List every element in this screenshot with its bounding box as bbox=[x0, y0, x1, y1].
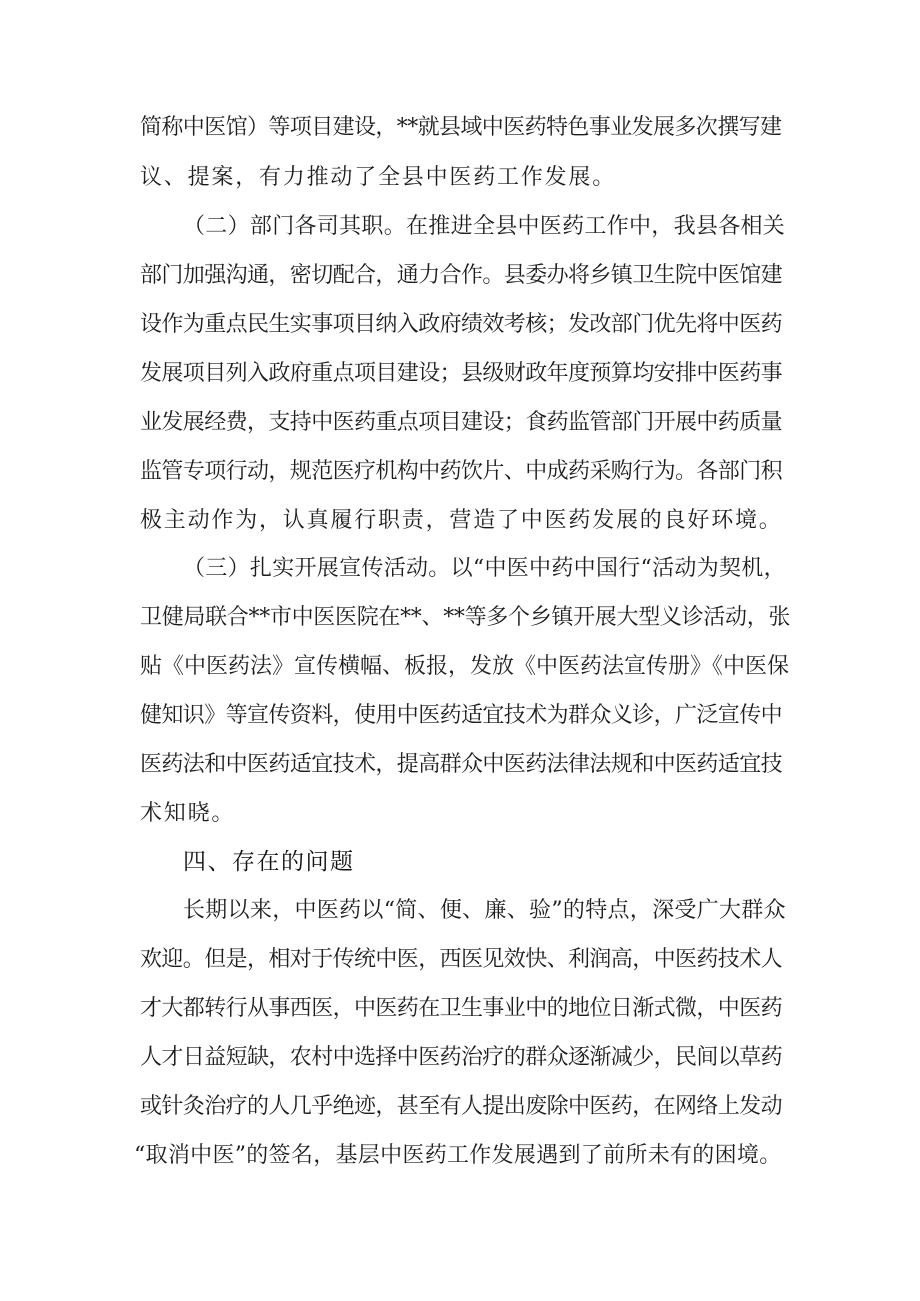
text-line: 贴《中医药法》宣传横幅、板报，发放《中医药法宣传册》《中医保 bbox=[140, 654, 790, 679]
text-line: 卫健局联合**市中医医院在**、**等多个乡镇开展大型义诊活动，张 bbox=[140, 605, 791, 630]
text-line: （二）部门各司其职。在推进全县中医药工作中，我县各相关 bbox=[183, 214, 786, 239]
text-line: 才大都转行从事西医，中医药在卫生事业中的地位日渐式微，中医药 bbox=[140, 996, 783, 1021]
text-line: 欢迎。但是，相对于传统中医，西医见效快、利润高，中医药技术人 bbox=[140, 947, 783, 972]
text-line: 发展项目列入政府重点项目建设；县级财政年度预算均安排中医药事 bbox=[140, 361, 783, 386]
text-line: 人才日益短缺，农村中选择中医药治疗的群众逐渐减少，民间以草药 bbox=[140, 1045, 783, 1070]
text-line: 简称中医馆）等项目建设，**就县域中医药特色事业发展多次撰写建 bbox=[140, 115, 782, 140]
text-line: 设作为重点民生实事项目纳入政府绩效考核；发改部门优先将中医药 bbox=[140, 312, 783, 337]
text-line: （三）扎实开展宣传活动。以“中医中药中国行“活动为契机， bbox=[183, 556, 786, 581]
text-line: 议、提案，有力推动了全县中医药工作发展。 bbox=[140, 165, 617, 190]
text-line: “取消中医”的签名，基层中医药工作发展遇到了前所未有的困境。 bbox=[134, 1143, 782, 1168]
text-line: 极主动作为，认真履行职责，营造了中医药发展的良好环境。 bbox=[140, 508, 783, 533]
text-line: 业发展经费，支持中医药重点项目建设；食药监管部门开展中药质量 bbox=[140, 410, 783, 435]
text-line: 或针灸治疗的人几乎绝迹，甚至有人提出废除中医药，在网络上发动 bbox=[140, 1094, 783, 1119]
text-line: 医药法和中医药适宜技术，提高群众中医药法律法规和中医药适宜技 bbox=[140, 752, 783, 777]
text-line: 健知识》等宣传资料，使用中医药适宜技术为群众义诊，广泛宣传中 bbox=[140, 703, 783, 728]
text-line: 监管专项行动，规范医疗机构中药饮片、中成药采购行为。各部门积 bbox=[140, 459, 783, 484]
text-line: 术知晓。 bbox=[140, 801, 236, 826]
text-line: 长期以来，中医药以“简、便、廉、验”的特点，深受广大群众 bbox=[183, 898, 786, 923]
text-line: 部门加强沟通，密切配合，通力合作。县委办将乡镇卫生院中医馆建 bbox=[140, 263, 783, 288]
section-heading: 四、存在的问题 bbox=[183, 849, 355, 875]
